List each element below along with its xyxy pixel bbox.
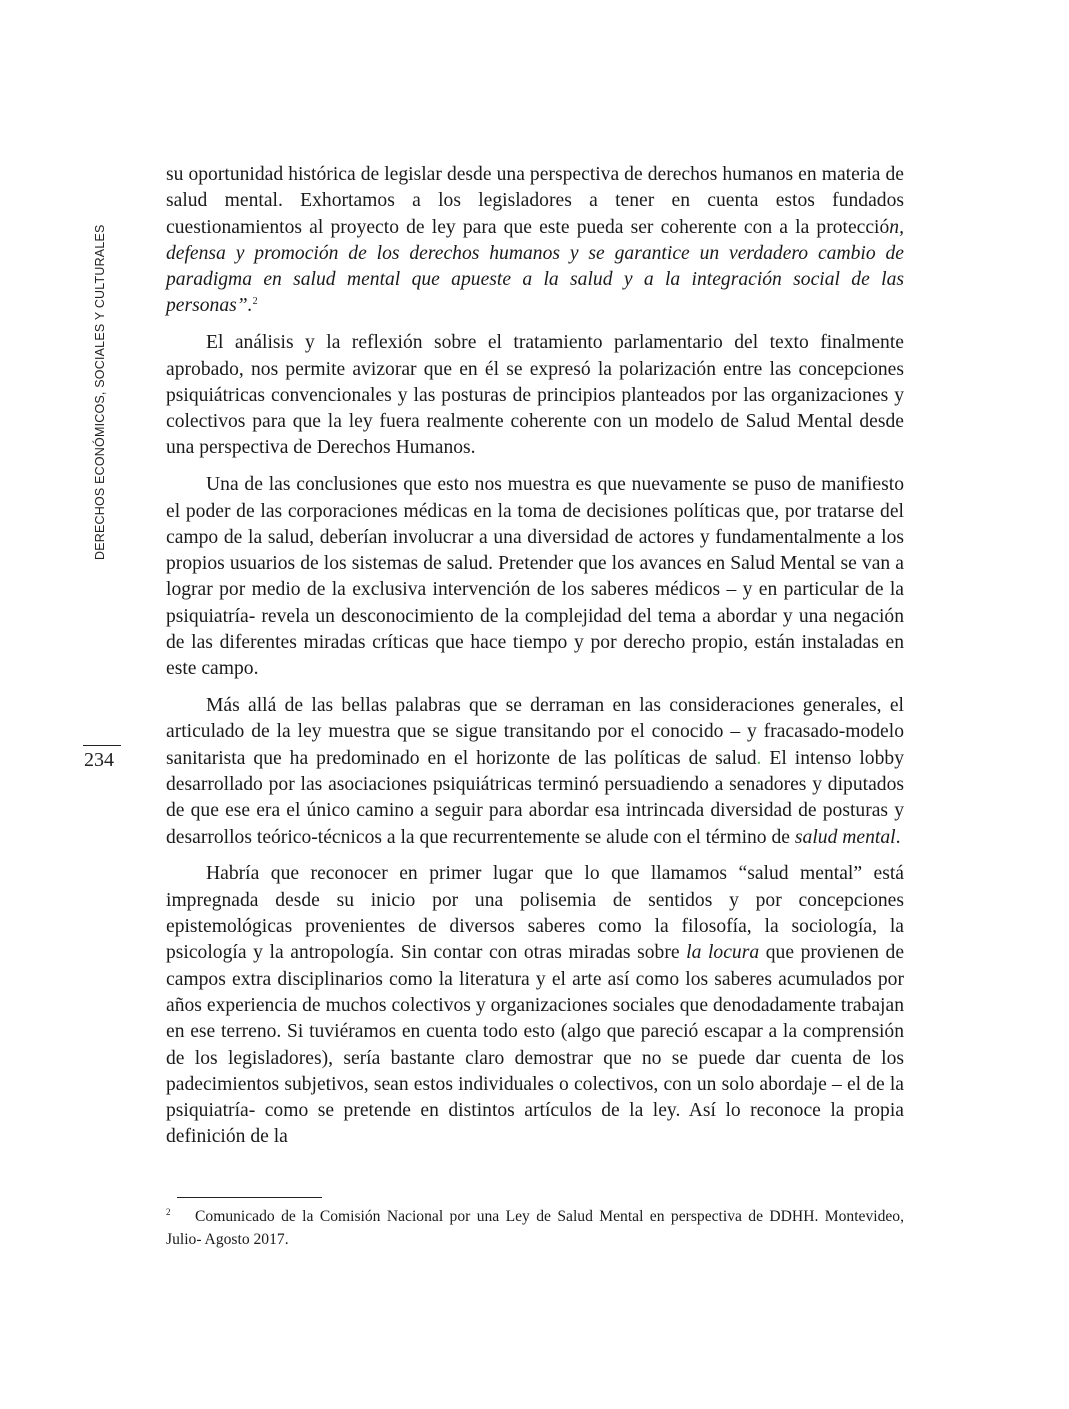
paragraph-5-italic: la locura [686,942,760,964]
running-header: DERECHOS ECONÓMICOS, SOCIALES Y CULTURALES [93,224,107,560]
footnote-reference: 2 [252,296,258,308]
footnote-rule [177,1197,322,1198]
page-number: 234 [84,749,114,771]
paragraph-5-text-a: Habría que reconocer en primer lugar que lo que llamamos “salud mental” está impregnada desde su inicio por una polisemia de sentidos y por concepciones epistemológicas provenientes de diversos saberes como la filosofía, la sociología, la psicología y la antropología. Sin contar con otras miradas sobre [166,863,904,964]
paragraph-5-text-b: que provienen de campos extra disciplinarios como la literatura y el arte así como los saberes acumulados por años experiencia de muchos colectivos y organizaciones sociales que denodadamente trabajan en ese terreno. Si tuviéramos en cuenta todo esto (algo que pareció escapar a la comprensión de los legisladores), sería bastante claro demostrar que no se puede dar cuenta de los padecimientos subjetivos, sean estos individuales o colectivos, con un solo abordaje – el de la psiquiatría- como se pretende en distintos artículos de la ley. Así lo reconoce la propia definición de la [166,942,905,1148]
paragraph-1-quote: n, defensa y promoción de los derechos humanos y se garantice un verdadero cambio de paradigma en salud mental que apueste a la salud y a la integración social de las personas”. [166,216,904,317]
paragraph-4-text-b: El intenso lobby desarrollado por las asociaciones psiquiátricas terminó persuadiendo a senadores y diputados de que ese era el único camino a seguir para abordar esa intrincada diversidad de posturas y desarrollos teórico-técnicos a la que recurrentemente se alude con el término de [166,747,904,848]
paragraph-4-text-a: Más allá de las bellas palabras que se derraman en las consideraciones generales, el articulado de la ley muestra que se sigue transitando por el conocido – y fracasado-modelo sanitarista que ha predominado en el horizonte de las políticas de salud [166,695,904,769]
paragraph-1 [166,162,904,320]
page-number-rule [83,745,121,746]
paragraph-5 [166,861,904,1150]
footnote-text: Comunicado de la Comisión Nacional por una Ley de Salud Mental en perspectiva de DDHH. Montevideo, Julio- Agosto 2017. [166,1208,904,1248]
paragraph-2: El análisis y la reflexión sobre el tratamiento parlamentario del texto finalmente aprobado, nos permite avizorar que en él se expresó la polarización entre las concepciones psiquiátricas convencionales y las posturas de principios planteados por las organizaciones y colectivos para que la ley fuera realmente coherente con un modelo de Salud Mental desde una perspectiva de Derechos Humanos. [166,332,904,459]
paragraph-4-dot: . [756,747,762,769]
paragraph-4-end: . [895,826,901,848]
body-text [166,162,904,1161]
paragraph-1-text: su oportunidad histórica de legislar desde una perspectiva de derechos humanos en materia de salud mental. Exhortamos a los legisladores a tener en cuenta estos fundados cuestionamientos al proyecto de ley para que este pueda ser coherente con a la protecció [166,164,904,238]
footnote: 2 Comunicado de la Comisión Nacional por una Ley de Salud Mental en perspectiva de DDHH. Montevideo, Julio- Agosto 2017. [166,1207,904,1248]
paragraph-3: Una de las conclusiones que esto nos muestra es que nuevamente se puso de manifiesto el poder de las corporaciones médicas en la toma de decisiones políticas que, por tratarse del campo de la salud, deberían involucrar a una diversidad de actores y fundamentalmente a los propios usuarios de los sistemas de salud. Pretender que los avances en Salud Mental se van a lograr por medio de la exclusiva intervención de los saberes médicos – y en particular de la psiquiatría- revela un desconocimiento de la complejidad del tema a abordar y una negación de las diferentes miradas críticas que hace tiempo y por derecho propio, están instaladas en este campo. [166,474,904,680]
paragraph-4 [166,693,904,851]
paragraph-4-italic: salud mental [794,826,896,848]
